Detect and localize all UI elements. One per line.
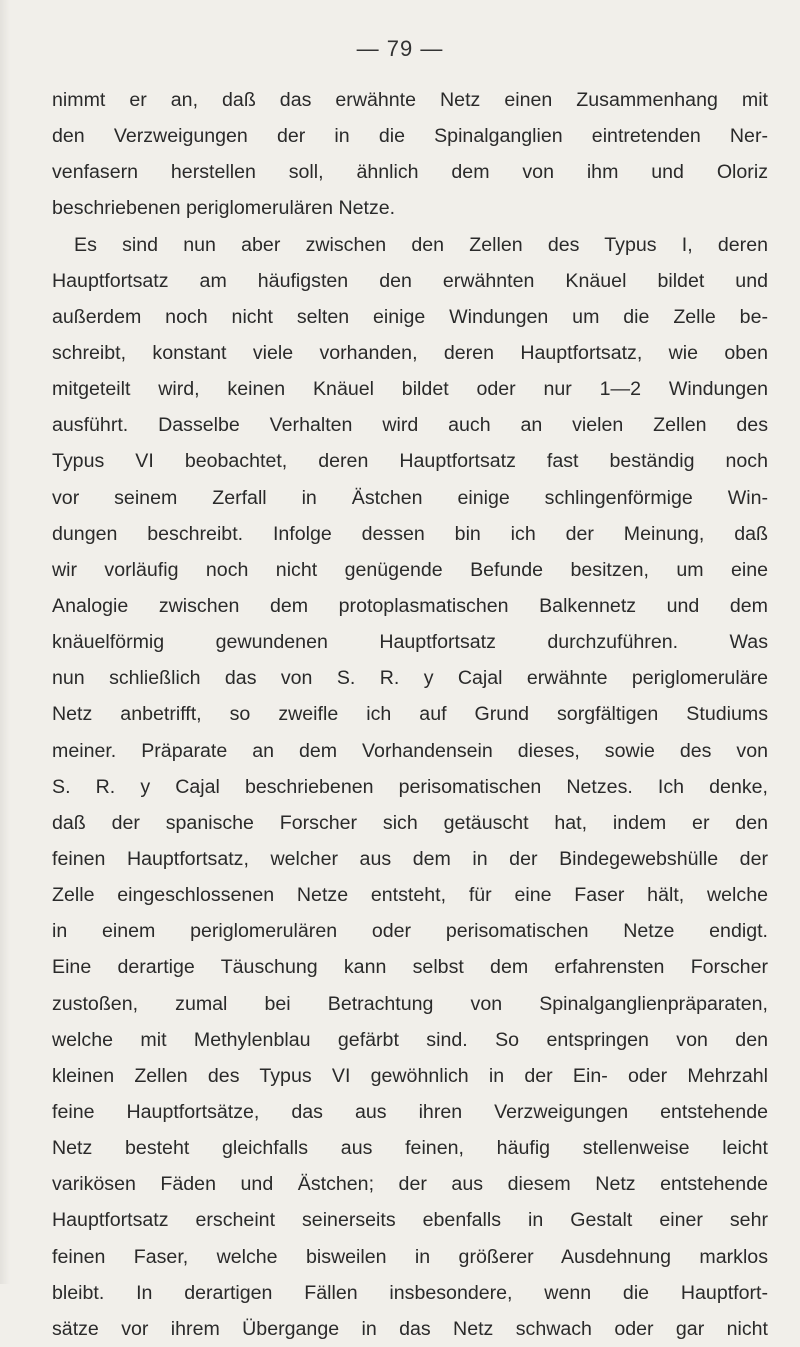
- text-line: Hauptfortsatz am häufigsten den erwähnten Knäuel bildet und: [52, 269, 768, 292]
- text-line: nun schließlich das von S. R. y Cajal erwähnte periglomeruläre: [52, 667, 768, 690]
- text-line: schreibt, konstant viele vorhanden, deren Hauptfortsatz, wie oben: [52, 341, 768, 364]
- text-line: Hauptfortsatz erscheint seinerseits ebenfalls in Gestalt einer sehr: [52, 1209, 768, 1232]
- text-line: außerdem noch nicht selten einige Windungen um die Zelle be-: [52, 305, 768, 328]
- text-line: mitgeteilt wird, keinen Knäuel bildet oder nur 1—2 Windungen: [52, 378, 768, 401]
- body-text: [52, 82, 768, 1347]
- text-line: nimmt er an, daß das erwähnte Netz einen Zusammenhang mit: [52, 89, 768, 111]
- text-line: in einem periglomerulären oder perisomatischen Netze endigt.: [52, 920, 768, 943]
- text-line: S. R. y Cajal beschriebenen perisomatischen Netzes. Ich denke,: [52, 775, 768, 798]
- text-line: Netz besteht gleichfalls aus feinen, häufig stellenweise leicht: [52, 1137, 768, 1160]
- text-line: ausführt. Dasselbe Verhalten wird auch an vielen Zellen des: [52, 414, 768, 437]
- text-line: Eine derartige Täuschung kann selbst dem erfahrensten Forscher: [52, 956, 768, 979]
- text-line: sätze vor ihrem Übergange in das Netz schwach oder gar nicht: [52, 1317, 768, 1340]
- text-line: zustoßen, zumal bei Betrachtung von Spinalganglienpräparaten,: [52, 992, 768, 1015]
- text-line: Analogie zwischen dem protoplasmatischen Balkennetz und dem: [52, 594, 768, 617]
- text-line: Zelle eingeschlossenen Netze entsteht, für eine Faser hält, welche: [52, 884, 768, 907]
- text-line: Es sind nun aber zwischen den Zellen des Typus I, deren: [74, 233, 768, 256]
- text-line: beschriebenen periglomerulären Netze.: [52, 197, 396, 220]
- text-line: feinen Hauptfortsatz, welcher aus dem in der Bindegewebshülle der: [52, 847, 768, 870]
- text-line: feine Hauptfortsätze, das aus ihren Verzweigungen entstehende: [52, 1100, 768, 1123]
- text-line: feinen Faser, welche bisweilen in größerer Ausdehnung marklos: [52, 1245, 768, 1268]
- text-line: vor seinem Zerfall in Ästchen einige schlingenförmige Win-: [52, 486, 768, 509]
- text-line: meiner. Präparate an dem Vorhandensein dieses, sowie des von: [52, 739, 768, 762]
- text-line: kleinen Zellen des Typus VI gewöhnlich in der Ein- oder Mehrzahl: [52, 1064, 768, 1087]
- text-line: daß der spanische Forscher sich getäuscht hat, indem er den: [52, 811, 768, 834]
- text-line: bleibt. In derartigen Fällen insbesondere, wenn die Hauptfort-: [52, 1281, 768, 1304]
- text-line: Netz anbetrifft, so zweifle ich auf Grund sorgfältigen Studiums: [52, 703, 768, 726]
- text-line: varikösen Fäden und Ästchen; der aus diesem Netz entstehende: [52, 1173, 768, 1196]
- page-number: — 79 —: [356, 36, 444, 61]
- text-line: welche mit Methylenblau gefärbt sind. So entspringen von den: [52, 1028, 768, 1051]
- text-line: den Verzweigungen der in die Spinalganglien eintretenden Ner-: [52, 125, 768, 148]
- text-line: wir vorläufig noch nicht genügende Befunde besitzen, um eine: [52, 558, 768, 581]
- text-line: Typus VI beobachtet, deren Hauptfortsatz fast beständig noch: [52, 450, 768, 473]
- text-line: dungen beschreibt. Infolge dessen bin ich der Meinung, daß: [52, 522, 768, 545]
- page-edge-shadow: [0, 0, 10, 1284]
- text-line: venfasern herstellen soll, ähnlich dem von ihm und Oloriz: [52, 161, 768, 184]
- text-line: knäuelförmig gewundenen Hauptfortsatz durchzuführen. Was: [52, 631, 768, 654]
